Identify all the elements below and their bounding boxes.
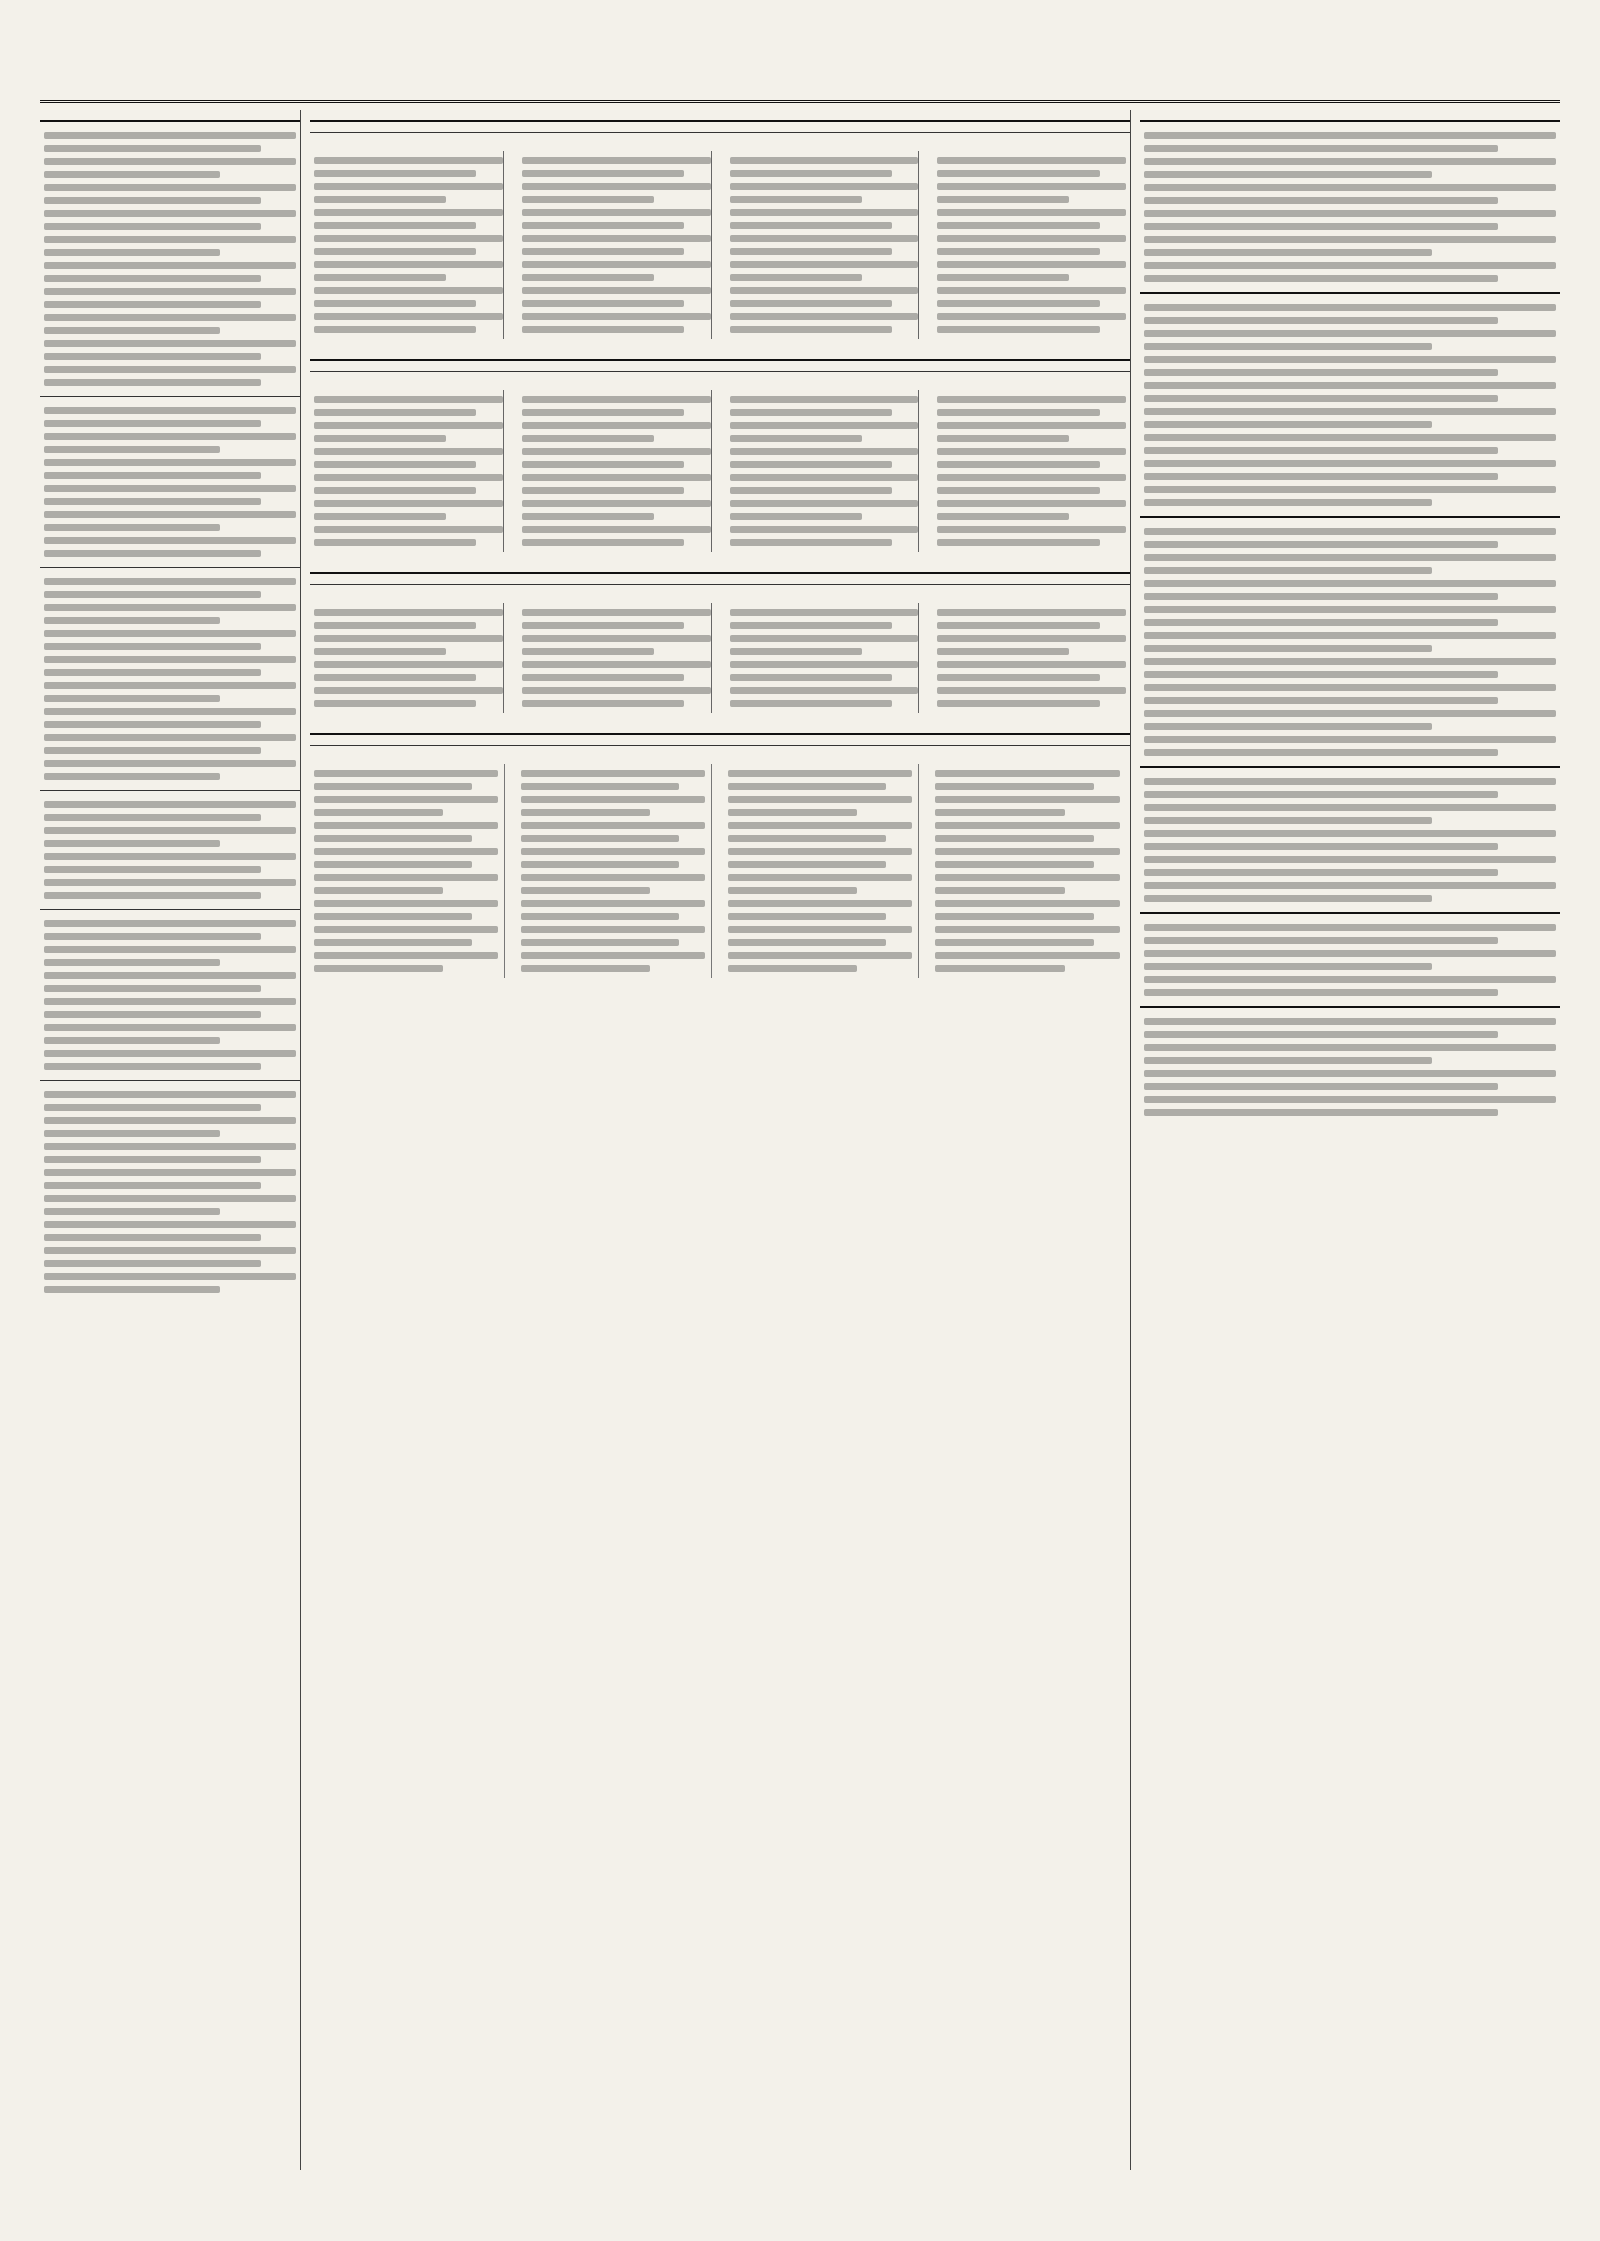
right-article-5 — [1144, 924, 1556, 996]
right-article-3 — [1144, 528, 1556, 756]
right-column — [1140, 110, 1560, 2170]
right-article-6 — [1144, 1018, 1556, 1116]
left-article-1 — [44, 132, 296, 386]
left-article-4 — [44, 801, 296, 899]
masthead — [40, 40, 1560, 103]
mid-article-block-3 — [310, 593, 1130, 723]
left-article-2 — [44, 407, 296, 557]
left-column — [40, 110, 301, 2170]
mid-article-block-1 — [310, 141, 1130, 349]
left-article-3 — [44, 578, 296, 780]
right-article-2 — [1144, 304, 1556, 506]
right-article-4 — [1144, 778, 1556, 902]
left-article-5 — [44, 920, 296, 1070]
middle-column — [310, 110, 1131, 2170]
right-article-1 — [1144, 132, 1556, 282]
mid-article-block-2 — [310, 380, 1130, 562]
left-article-6 — [44, 1091, 296, 1293]
market-listings — [310, 754, 1130, 988]
